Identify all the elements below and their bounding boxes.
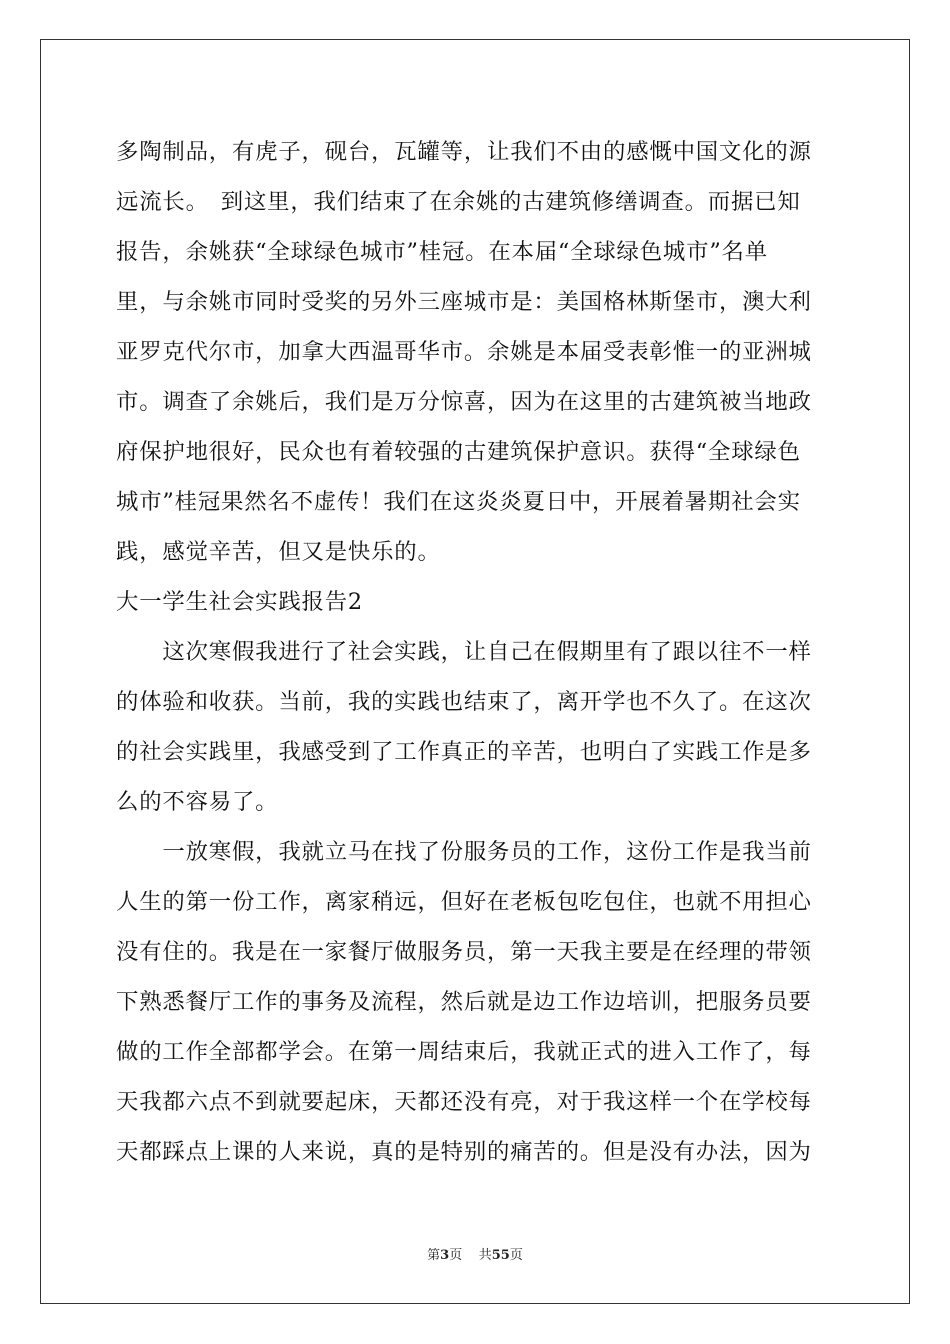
- text-line: 市。调查了余姚后，我们是万分惊喜，因为在这里的古建筑被当地政: [116, 389, 812, 415]
- page-prefix: 第: [427, 1248, 441, 1263]
- text-line: 一放寒假，我就立马在找了份服务员的工作，这份工作是我当前: [116, 839, 812, 865]
- total-page-number: 55: [491, 1248, 510, 1263]
- text-line: 做的工作全部都学会。在第一周结束后，我就正式的进入工作了，每: [116, 1039, 812, 1065]
- current-page-number: 3: [440, 1248, 450, 1263]
- text-line: 天我都六点不到就要起床，天都还没有亮，对于我这样一个在学校每: [116, 1089, 812, 1115]
- text-line: 远流长。 到这里，我们结束了在余姚的古建筑修缮调查。而据已知: [116, 189, 801, 215]
- text-line: 没有住的。我是在一家餐厅做服务员，第一天我主要是在经理的带领: [116, 939, 812, 965]
- text-line: 这次寒假我进行了社会实践，让自己在假期里有了跟以往不一样: [116, 639, 812, 665]
- text-line: 府保护地很好，民众也有着较强的古建筑保护意识。获得“全球绿色: [116, 439, 801, 465]
- page-footer: [0, 1247, 950, 1265]
- text-line: 里，与余姚市同时受奖的另外三座城市是：美国格林斯堡市，澳大利: [116, 289, 812, 315]
- total-prefix: 共: [478, 1248, 492, 1263]
- page-suffix: 页: [449, 1248, 463, 1263]
- text-line: 城市”桂冠果然名不虚传！我们在这炎炎夏日中，开展着暑期社会实: [116, 489, 801, 515]
- text-line: 下熟悉餐厅工作的事务及流程，然后就是边工作边培训，把服务员要: [116, 989, 812, 1015]
- text-line: 践，感觉辛苦，但又是快乐的。: [116, 539, 441, 565]
- text-line: 的体验和收获。当前，我的实践也结束了，离开学也不久了。在这次: [116, 689, 812, 715]
- total-suffix: 页: [509, 1248, 523, 1263]
- section-heading: 大一学生社会实践报告2: [116, 589, 363, 615]
- text-line: 人生的第一份工作，离家稍远，但好在老板包吃包住，也就不用担心: [116, 889, 812, 915]
- text-line: 的社会实践里，我感受到了工作真正的辛苦，也明白了实践工作是多: [116, 739, 812, 765]
- text-line: 亚罗克代尔市，加拿大西温哥华市。余姚是本届受表彰惟一的亚洲城: [116, 339, 812, 365]
- document-body: [116, 127, 838, 1177]
- text-line: 多陶制品，有虎子，砚台，瓦罐等，让我们不由的感慨中国文化的源: [116, 139, 812, 165]
- text-line: 报告，余姚获“全球绿色城市”桂冠。在本届“全球绿色城市”名单: [116, 239, 768, 265]
- text-line: 么的不容易了。: [116, 789, 279, 815]
- text-line: 天都踩点上课的人来说，真的是特别的痛苦的。但是没有办法，因为: [116, 1139, 812, 1165]
